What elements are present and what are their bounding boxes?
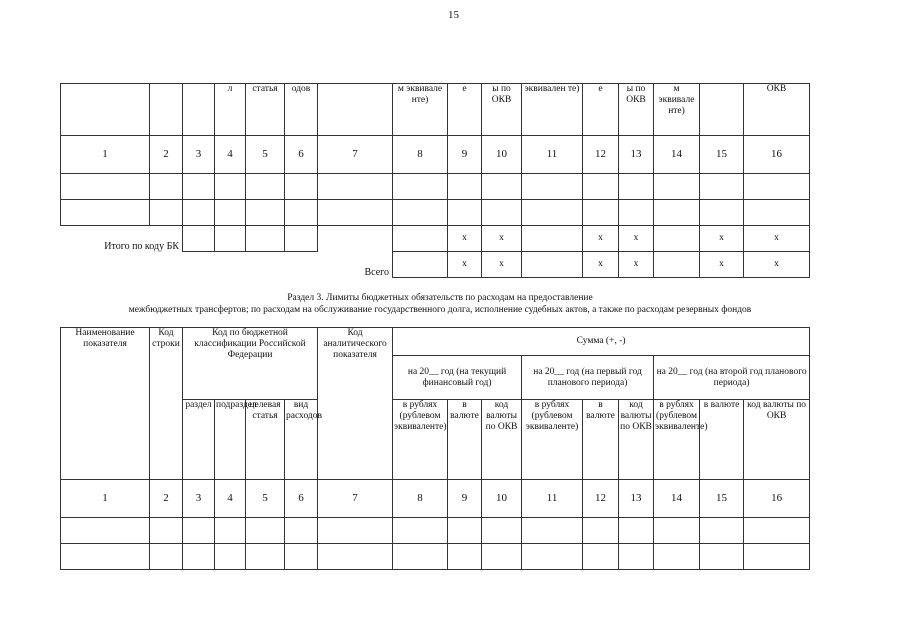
column-number: 7: [318, 480, 393, 518]
x-mark: x: [700, 226, 744, 252]
column-number: 2: [150, 480, 183, 518]
column-number: 2: [150, 136, 183, 174]
column-number: 3: [183, 480, 215, 518]
period-3-header: на 20__ год (на второй год планового периода): [654, 356, 810, 400]
sub-header: код валюты по ОКВ: [619, 400, 654, 480]
x-mark: x: [700, 252, 744, 278]
header-cell: эквивален те): [522, 84, 583, 136]
column-number: 1: [61, 136, 150, 174]
column-number: 14: [654, 480, 700, 518]
column-number: 11: [522, 480, 583, 518]
sub-header: в валюте: [448, 400, 482, 480]
vsego-label: Всего: [364, 266, 389, 278]
limits-table-continuation: [60, 83, 810, 278]
sub-header: в рублях (рублевом эквиваленте): [522, 400, 583, 480]
sub-header: в валюте: [583, 400, 619, 480]
col-code-header: Код строки: [150, 328, 183, 480]
column-number: 5: [246, 480, 285, 518]
column-number: 9: [448, 480, 482, 518]
table-header-row: [61, 84, 810, 136]
column-number: 12: [583, 480, 619, 518]
sub-header: вид расходов: [285, 400, 318, 480]
section-title: Раздел 3. Лимиты бюджетных обязательств по расходам на предоставление: [287, 293, 593, 303]
column-number: 9: [448, 136, 482, 174]
x-mark: x: [619, 226, 654, 252]
header-cell: м эквивале нте): [393, 84, 448, 136]
header-cell: [183, 84, 215, 136]
period-2-header: на 20__ год (на первый год планового периода): [522, 356, 654, 400]
column-number: 1: [61, 480, 150, 518]
column-number-row: [61, 136, 810, 174]
sub-header: раздел: [183, 400, 215, 480]
column-number: 10: [482, 480, 522, 518]
header-cell: ы по ОКВ: [619, 84, 654, 136]
itogo-label: Итого по коду БК: [104, 240, 179, 252]
sub-header: в рублях (рублевом эквиваленте): [393, 400, 448, 480]
col-anal-header: Код аналитического показателя: [318, 328, 393, 480]
table-row: [61, 200, 810, 226]
header-cell: е: [448, 84, 482, 136]
column-number: 5: [246, 136, 285, 174]
header-cell: статья: [246, 84, 285, 136]
header-row-1: [61, 328, 810, 356]
sub-header: целевая статья: [246, 400, 285, 480]
col-bk-header: Код по бюджетной классификации Российской Федерации: [183, 328, 318, 400]
x-mark: x: [744, 226, 810, 252]
itogo-row: [61, 226, 810, 252]
x-mark: x: [744, 252, 810, 278]
x-mark: x: [448, 226, 482, 252]
x-mark: x: [448, 252, 482, 278]
column-number: 14: [654, 136, 700, 174]
table-row: [61, 174, 810, 200]
header-cell: [61, 84, 150, 136]
column-number: 13: [619, 136, 654, 174]
sub-header: в валюте: [700, 400, 744, 480]
column-number: 11: [522, 136, 583, 174]
x-mark: x: [482, 252, 522, 278]
header-cell: м эквивале нте): [654, 84, 700, 136]
header-cell: [150, 84, 183, 136]
vsego-row: [61, 252, 810, 278]
column-number-row: [61, 480, 810, 518]
x-mark: x: [583, 226, 619, 252]
col-name-header: Наименование показателя: [61, 328, 150, 480]
x-mark: x: [619, 252, 654, 278]
column-number: 15: [700, 136, 744, 174]
header-cell: л: [215, 84, 246, 136]
column-number: 10: [482, 136, 522, 174]
section-subtitle: межбюджетных трансфертов; по расходам на обслуживание государственного долга, исполнение судебных актов, а также по расходам резервных фондов: [128, 305, 752, 315]
header-cell: ОКВ: [744, 84, 810, 136]
column-number: 7: [318, 136, 393, 174]
limits-table-section3: [60, 327, 810, 570]
header-cell: [318, 84, 393, 136]
table-row: [61, 544, 810, 570]
column-number: 4: [215, 136, 246, 174]
column-number: 3: [183, 136, 215, 174]
column-number: 12: [583, 136, 619, 174]
column-number: 4: [215, 480, 246, 518]
period-1-header: на 20__ год (на текущий финансовый год): [393, 356, 522, 400]
sub-header: в рублях (рублевом эквиваленте): [654, 400, 700, 480]
table-row: [61, 518, 810, 544]
col-sum-header: Сумма (+, -): [393, 328, 810, 356]
header-cell: ы по ОКВ: [482, 84, 522, 136]
column-number: 13: [619, 480, 654, 518]
column-number: 6: [285, 136, 318, 174]
column-number: 6: [285, 480, 318, 518]
x-mark: x: [482, 226, 522, 252]
sub-header: код валюты по ОКВ: [482, 400, 522, 480]
header-cell: [700, 84, 744, 136]
column-number: 16: [744, 136, 810, 174]
column-number: 15: [700, 480, 744, 518]
column-number: 16: [744, 480, 810, 518]
x-mark: x: [583, 252, 619, 278]
header-cell: е: [583, 84, 619, 136]
column-number: 8: [393, 480, 448, 518]
page-number: 15: [448, 9, 459, 21]
column-number: 8: [393, 136, 448, 174]
sub-header: подраздел: [215, 400, 246, 480]
header-cell: одов: [285, 84, 318, 136]
sub-header: код валюты по ОКВ: [744, 400, 810, 480]
